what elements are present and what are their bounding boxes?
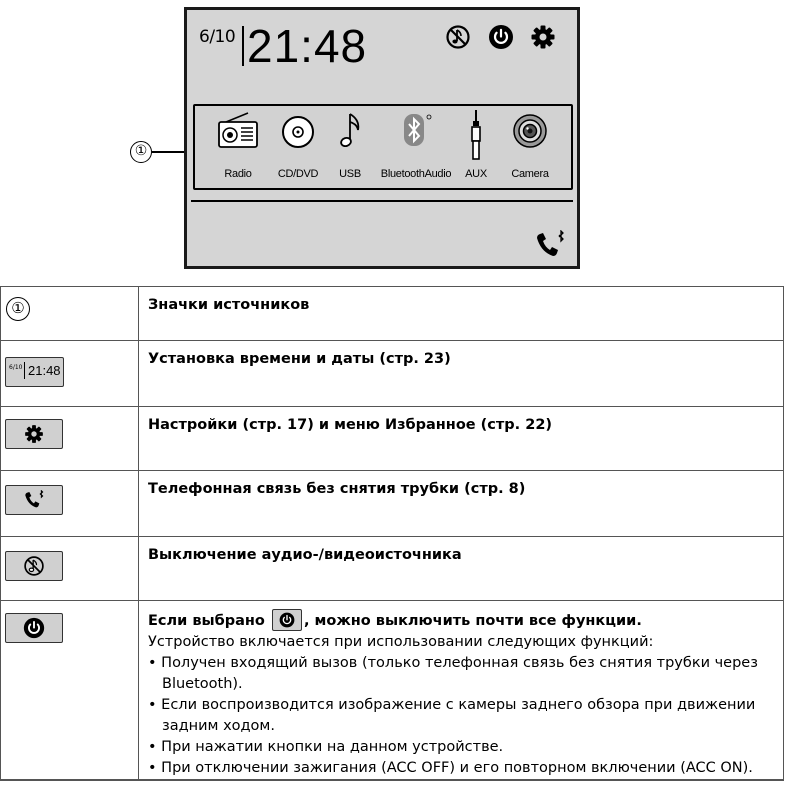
audio-off-icon[interactable] xyxy=(445,24,471,50)
legend-symbol-cell xyxy=(0,601,139,780)
phone-bluetooth-icon[interactable] xyxy=(533,230,567,260)
source-label: BluetoothAudio xyxy=(380,168,452,180)
phone-button xyxy=(5,485,63,515)
divider xyxy=(191,200,573,202)
legend-row-clock xyxy=(0,340,784,406)
source-usb[interactable] xyxy=(317,110,383,190)
legend-title: Установка времени и даты (стр. 23) xyxy=(148,351,451,367)
power-icon[interactable] xyxy=(488,24,514,50)
phone-bluetooth-icon xyxy=(22,490,46,510)
disc-icon xyxy=(276,110,320,150)
legend-row-audio-off xyxy=(0,536,784,600)
legend-text xyxy=(148,415,774,436)
source-label: AUX xyxy=(465,168,487,180)
legend-symbol-cell xyxy=(0,537,139,600)
radio-icon xyxy=(216,110,260,150)
legend-bullet: • При нажатии кнопки на данном устройстве. xyxy=(148,739,504,755)
legend-symbol-cell xyxy=(0,341,139,406)
legend-symbol-cell xyxy=(0,471,139,536)
legend-text xyxy=(148,479,774,500)
legend-bullet: • При отключении зажигания (ACC OFF) и его повторном включении (ACC ON). xyxy=(148,760,753,776)
table-bottom-border xyxy=(0,779,784,781)
head-unit-screen xyxy=(184,7,580,269)
legend-title-before: Если выбрано xyxy=(148,613,265,629)
legend-text xyxy=(148,349,774,370)
home-screen xyxy=(187,10,577,266)
source-icons-bar xyxy=(193,104,573,190)
power-button-inline xyxy=(272,609,302,631)
callout-marker: ① xyxy=(130,141,152,163)
gear-icon[interactable] xyxy=(530,24,556,50)
legend-row-sources xyxy=(0,286,784,340)
source-camera[interactable] xyxy=(497,110,563,190)
legend-text xyxy=(148,609,774,779)
clock-display: 21:48 xyxy=(28,363,61,378)
date-display[interactable]: 6/10 xyxy=(199,27,236,47)
source-label: CD/DVD xyxy=(277,168,319,180)
legend-title xyxy=(148,613,642,629)
source-label: USB xyxy=(339,168,361,180)
legend-title-after: , можно выключить почти все функции. xyxy=(303,613,642,629)
bluetooth-icon xyxy=(394,110,438,150)
legend-symbol-cell xyxy=(0,287,139,340)
music-note-icon xyxy=(328,110,372,150)
source-label: Radio xyxy=(224,168,252,180)
legend-row-settings xyxy=(0,406,784,470)
date-time-divider xyxy=(242,26,244,66)
power-icon xyxy=(23,617,45,639)
legend-title: Значки источников xyxy=(148,297,310,313)
clock-display[interactable]: 21:48 xyxy=(247,20,368,72)
settings-button xyxy=(5,419,63,449)
legend-text xyxy=(148,545,774,566)
legend-symbol-cell xyxy=(0,407,139,470)
aux-jack-icon xyxy=(454,108,498,166)
legend-title: Настройки (стр. 17) и меню Избранное (стр. 22) xyxy=(148,417,553,433)
clock-button xyxy=(5,357,64,387)
camera-icon xyxy=(508,110,552,150)
power-button xyxy=(5,613,63,643)
source-label: Camera xyxy=(511,168,549,180)
date-display: 6/10 xyxy=(9,364,23,371)
legend-bullet: • Если воспроизводится изображение с камеры заднего обзора при движении задним ходом. xyxy=(148,697,756,734)
legend-text xyxy=(148,295,774,316)
legend-row-power xyxy=(0,600,784,780)
legend-bullet: • Получен входящий вызов (только телефонная связь без снятия трубки через Bluetooth). xyxy=(148,655,758,692)
callout-marker: ① xyxy=(6,297,30,321)
audio-off-button xyxy=(5,551,63,581)
legend-row-phone xyxy=(0,470,784,536)
legend-title: Телефонная связь без снятия трубки (стр. 8) xyxy=(148,481,526,497)
power-icon xyxy=(279,612,295,628)
legend-intro: Устройство включается при использовании следующих функций: xyxy=(148,634,654,650)
audio-off-icon xyxy=(23,555,45,577)
legend-title: Выключение аудио-/видеоисточника xyxy=(148,547,462,563)
gear-icon xyxy=(24,424,44,444)
